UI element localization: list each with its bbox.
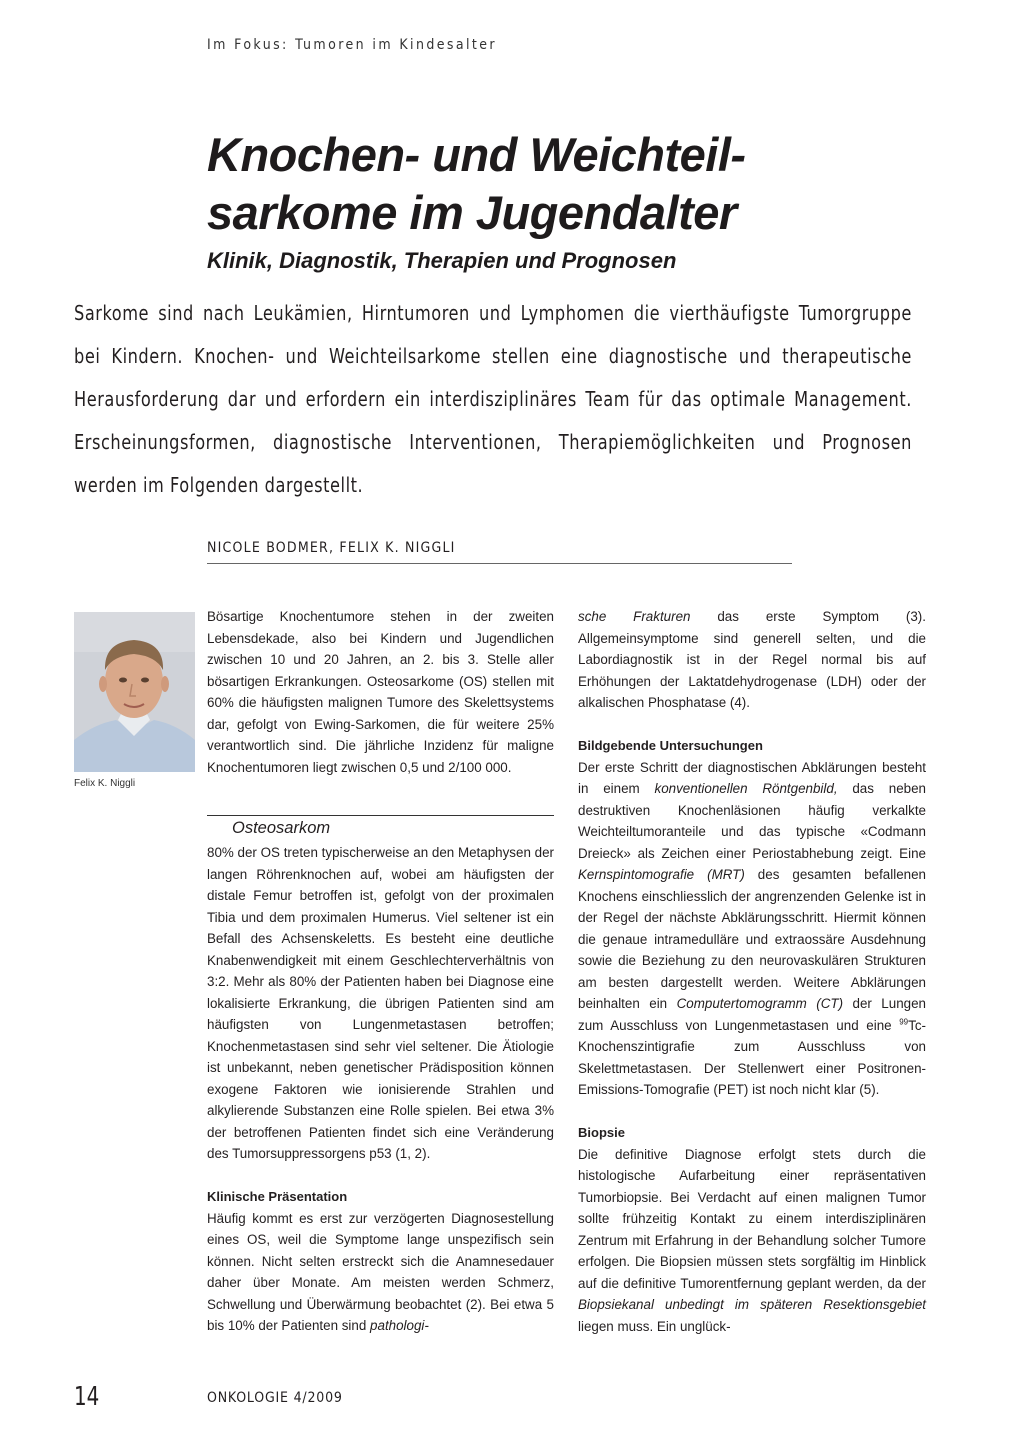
authors: NICOLE BODMER, FELIX K. NIGGLI xyxy=(207,540,456,556)
page-number: 14 xyxy=(74,1382,100,1412)
subheading-biopsie: Biopsie xyxy=(578,1125,625,1140)
klinik-paragraph xyxy=(207,1208,554,1337)
osteo-paragraph: 80% der OS treten typischerweise an den Metaphysen der langen Röhrenknochen auf, wobei am häufigsten der distale Femur betroffen ist, gefolgt von der proximalen Tibia und dem proximalen Humerus. Viel seltener ist ein Befall des Achsenskeletts. Es besteht eine deutliche Knabenwendigkeit mit einem Geschlechterverhältnis von 3:2. Mehr als 80% der Patienten haben bei Diagnose eine lokalisierte Erkrankung, die übrigen Patienten sind am häufigsten von Lungenmetastasen betroffen; Knochenmetastasen sind sehr viel seltener. Die Ätiologie ist unbekannt, neben genetischer Prädisposition können exogene Faktoren wie ionisierende Strahlen und alkylierende Substanzen eine Rolle spielen. Bei etwa 3% der betroffenen Patienten findet sich eine Veränderung des Tumorsuppressorgens p53 (1, 2). xyxy=(207,845,554,1161)
section-divider xyxy=(207,815,554,816)
section-title-osteosarkom: Osteosarkom xyxy=(232,819,331,837)
column-1-body xyxy=(207,842,554,1337)
klinik-text: Häufig kommt es erst zur verzögerten Diagnosestellung eines OS, weil die Symptome lange unspezifisch sein können. Nicht selten erstreckt sich die Anamnesedauer daher über Monate. Am meisten werden Schmerz, Schwellung und Überwärmung beobachtet (2). Bei etwa 5 bis 10% der Patienten sind xyxy=(207,1210,554,1333)
biopsie-text-a: Die definitive Diagnose erfolgt stets durch die histologische Aufarbeitung einer repräsentativen Tumorbiopsie. Bei Verdacht auf einen malignen Tumor sollte frühzeitig Kontakt zu einem interdisziplinären Zentrum mit Erfahrung in der Behandlung solcher Tumore erfolgen. Die Biopsien müssen stets sorgfältig im Hinblick auf die definitive Tumorentfernung geplant werden, da der xyxy=(578,1146,926,1291)
biopsie-paragraph xyxy=(578,1144,926,1338)
bild-italic-c: Computertomogramm (CT) xyxy=(676,996,844,1011)
title-line-1: Knochen- und Weichteil- xyxy=(207,128,746,181)
journal-footer: ONKOLOGIE 4/2009 xyxy=(207,1390,343,1406)
bild-superscript: 99 xyxy=(899,1017,909,1027)
subheading-bildgebung: Bildgebende Untersuchungen xyxy=(578,738,763,753)
bild-italic-b: Kernspintomografie (MRT) xyxy=(578,867,745,882)
intro-paragraph: Bösartige Knochentumore stehen in der zweiten Lebensdekade, also bei Kindern und Jugendlichen zwischen 10 und 20 Jahren, an 2. bis 3. Stelle aller bösartigen Erkrankungen. Osteosarkome (OS) stellen mit 60% die häufigsten malignen Tumore des Skelettsystems dar, gefolgt von Ewing-Sarkomen, die für weitere 25% verantwortlich sind. Die jährliche Inzidenz für maligne Knochentumoren liegt zwischen 0,5 und 2/100 000. xyxy=(207,609,554,775)
lead-paragraph: Sarkome sind nach Leukämien, Hirntumoren und Lymphomen die vierthäufigste Tumorgruppe bei Kindern. Knochen- und Weichteilsarkome stellen eine diagnostische und therapeutische Herausforderung dar und erfordern ein interdisziplinäres Team für das optimale Management. Erscheinungsformen, diagnostische Interventionen, Therapiemöglichkeiten und Prognosen werden im Folgenden dargestellt. xyxy=(74,301,912,497)
column-2 xyxy=(578,606,926,1337)
title-line-2: sarkome im Jugendalter xyxy=(207,186,737,239)
col2-paragraph-1 xyxy=(578,606,926,714)
author-photo xyxy=(74,612,195,772)
lead-paragraph-wrap xyxy=(74,292,912,507)
article-title xyxy=(207,126,847,242)
col2-p1-italic: sche Frakturen xyxy=(578,609,691,624)
subheading-klinik: Klinische Präsentation xyxy=(207,1189,348,1204)
bild-text-e: Tc-Knochenszintigrafie zum Ausschluss von Skelettmetastasen. Der Stellenwert einer Positronen-Emissions-Tomografie (PET) ist noch nicht klar (5). xyxy=(578,1017,926,1097)
bild-text-c: des gesamten befallenen Knochens einschliesslich der angrenzenden Gelenke ist in der Regel der nächste Abklärungsschritt. Hiermit können die genaue intramedulläre und extraossäre Ausdehnung sowie die Beziehung zu den neurovaskulären Strukturen am besten dargestellt werden. Weitere Abklärungen beinhalten ein xyxy=(578,867,926,1011)
bildgebung-paragraph xyxy=(578,757,926,1101)
authors-divider xyxy=(207,563,792,564)
biopsie-italic: Biopsiekanal unbedingt im späteren Resektionsgebiet xyxy=(578,1297,926,1312)
bild-text-d: der Lungen zum Ausschluss von Lungenmetastasen und eine xyxy=(578,996,926,1033)
article-subtitle: Klinik, Diagnostik, Therapien und Prognosen xyxy=(207,248,677,273)
running-head: Im Fokus: Tumoren im Kindesalter xyxy=(207,37,497,53)
bild-italic-a: konventionellen Röntgenbild, xyxy=(654,781,838,796)
klinik-italic: pathologi- xyxy=(370,1318,429,1333)
column-1-intro xyxy=(207,606,554,778)
biopsie-text-b: liegen muss. Ein unglück- xyxy=(578,1318,731,1334)
col2-p1-text: das erste Symptom (3). Allgemeinsymptome sind generell selten, und die Labordiagnostik ist in der Regel normal bis auf Erhöhungen der Laktatdehydrogenase (LDH) oder der alkalischen Phosphatase (4). xyxy=(578,609,926,710)
bild-text-b: das neben destruktiven Knochenläsionen häufig verkalkte Weichteiltumoranteile und das typische «Codmann Dreieck» als Zeichen einer Periostabhebung zeigt. Eine xyxy=(578,781,926,861)
photo-caption: Felix K. Niggli xyxy=(74,778,136,789)
bild-text-a: Der erste Schritt der diagnostischen Abklärungen besteht in einem xyxy=(578,759,926,796)
